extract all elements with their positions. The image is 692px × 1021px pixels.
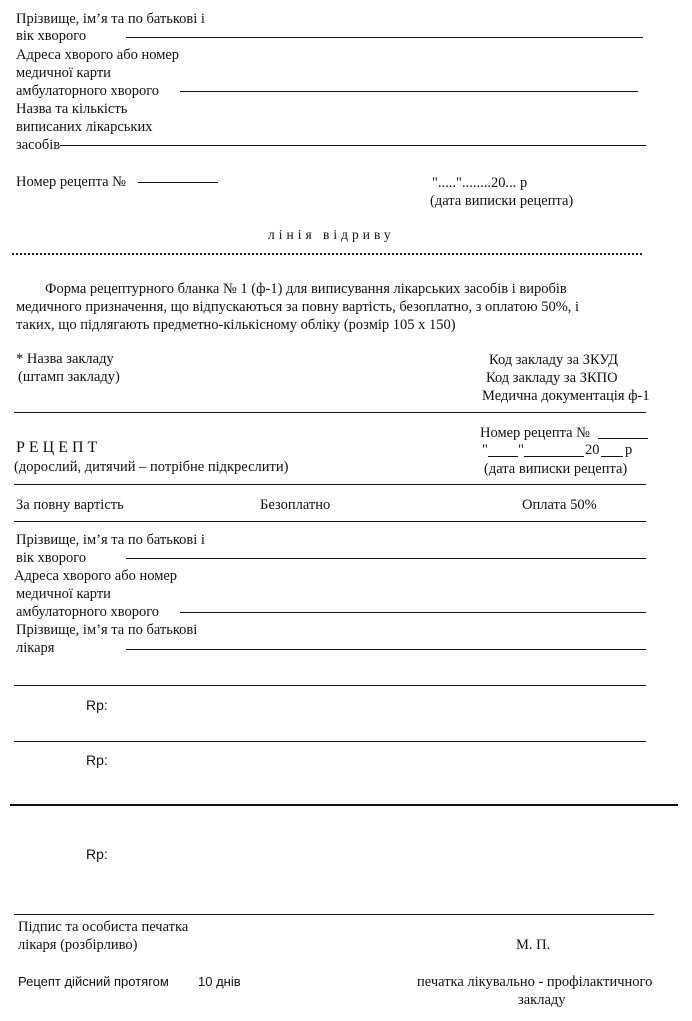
recipe-date-month-field[interactable] (524, 456, 584, 457)
stub-patient-name-field[interactable] (126, 37, 643, 38)
doctor-name-field[interactable] (126, 649, 646, 650)
stub-address-field[interactable] (180, 91, 638, 92)
patient-address-label-line3: амбулаторного хворого (16, 604, 160, 620)
recipe-title: РЕЦЕПТ (16, 439, 102, 456)
tear-line (12, 253, 642, 255)
clinic-stamp-line1: печатка лікувально - профілактичного (417, 974, 653, 990)
institution-divider (14, 412, 646, 413)
payment-free[interactable]: Безоплатно (260, 497, 331, 513)
stub-date-template: "....."........20... р (432, 175, 528, 191)
patient-address-label-line1: Адреса хворого або номер (14, 568, 178, 584)
stub-drugs-label-line3: засобів (16, 137, 61, 153)
form-description-line3: таких, що підлягають предметно-кількісному обліку (розмір 105 х 150) (16, 317, 456, 333)
recipe-date-year: 20 (585, 442, 600, 458)
form-description-line1: Форма рецептурного бланка № 1 (ф-1) для виписування лікарських засобів і виробів (45, 281, 567, 297)
rp-label-2: Rp: (86, 752, 108, 768)
recipe-date-day-field[interactable] (488, 456, 518, 457)
rp-line-1[interactable] (14, 741, 646, 742)
rp-line-2[interactable] (10, 804, 678, 806)
stub-date-caption: (дата виписки рецепта) (430, 193, 574, 209)
recipe-number-label: Номер рецепта № (480, 425, 590, 441)
signature-label-line1: Підпис та особиста печатка (18, 919, 189, 935)
stub-address-label-line2: медичної карти (16, 65, 111, 81)
rp-label-3: Rp: (86, 846, 108, 862)
stub-recipe-number-field[interactable] (138, 182, 218, 183)
institution-med-doc: Медична документація ф-1 (482, 388, 650, 404)
clinic-stamp-line2: закладу (518, 992, 566, 1008)
recipe-header-divider (14, 484, 646, 485)
form-description-line2: медичного призначення, що відпускаються за повну вартість, безоплатно, з оплатою 50%, і (16, 299, 580, 315)
institution-stamp-label: (штамп закладу) (18, 369, 120, 385)
patient-address-label-line2: медичної карти (16, 586, 111, 602)
rp-line-3[interactable] (14, 914, 654, 915)
stub-patient-name-label-line2: вік хворого (16, 28, 87, 44)
stub-address-label-line1: Адреса хворого або номер (16, 47, 180, 63)
stub-patient-name-label-line1: Прізвище, ім’я та по батькові і (16, 11, 205, 27)
validity-value: 10 днів (198, 974, 241, 989)
patient-name-field[interactable] (126, 558, 646, 559)
stub-recipe-number-label: Номер рецепта № (16, 174, 126, 190)
institution-name-label: * Назва закладу (16, 351, 114, 367)
recipe-date-year-field[interactable] (601, 456, 623, 457)
recipe-number-field[interactable] (598, 438, 648, 439)
institution-code-zkpo: Код закладу за ЗКПО (486, 370, 618, 386)
recipe-date-close-quote: " (518, 442, 524, 458)
recipe-date-caption: (дата виписки рецепта) (484, 461, 628, 477)
rp-label-1: Rp: (86, 697, 108, 713)
payment-divider (14, 521, 646, 522)
stub-drugs-field[interactable] (60, 145, 646, 146)
doctor-name-label-line2: лікаря (16, 640, 55, 656)
patient-block-divider (14, 685, 646, 686)
patient-name-label-line2: вік хворого (16, 550, 87, 566)
seal-mark: М. П. (516, 937, 551, 953)
doctor-name-label-line1: Прізвище, ім’я та по батькові (16, 622, 198, 638)
stub-address-label-line3: амбулаторного хворого (16, 83, 160, 99)
recipe-date-open-quote: " (482, 442, 488, 458)
payment-half[interactable]: Оплата 50% (522, 497, 597, 513)
validity-label: Рецепт дійсний протягом (18, 974, 169, 989)
tear-line-label: лінія відриву (268, 227, 395, 242)
patient-address-field[interactable] (180, 612, 646, 613)
stub-drugs-label-line1: Назва та кількість (16, 101, 128, 117)
recipe-date-suffix: р (625, 442, 633, 458)
patient-name-label-line1: Прізвище, ім’я та по батькові і (16, 532, 205, 548)
payment-full[interactable]: За повну вартість (16, 497, 124, 513)
signature-label-line2: лікаря (розбірливо) (18, 937, 138, 953)
institution-code-zkud: Код закладу за ЗКУД (489, 352, 619, 368)
recipe-age-note: (дорослий, дитячий – потрібне підкреслити) (14, 459, 289, 475)
stub-drugs-label-line2: виписаних лікарських (16, 119, 153, 135)
